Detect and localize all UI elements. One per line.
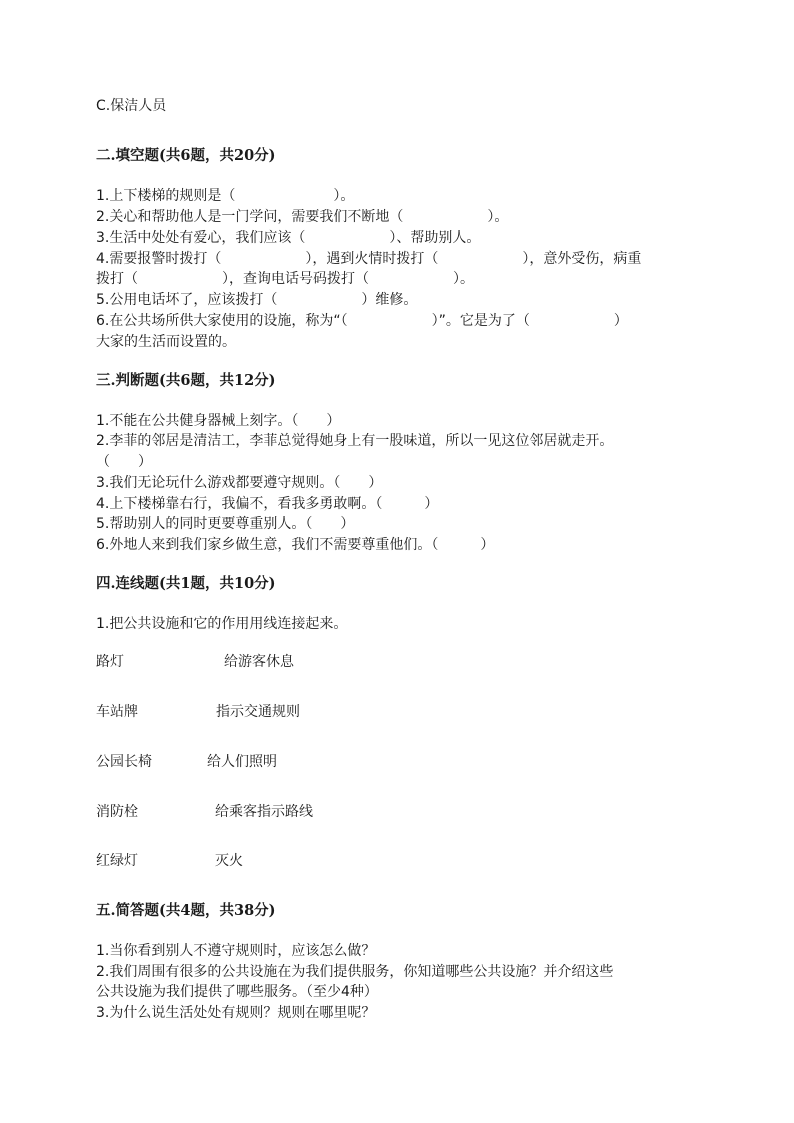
section-2-heading: 二.填空题(共6题，共20分) xyxy=(96,147,276,164)
fill-blank-q6-line1: 6.在公共场所供大家使用的设施，称为“（ ）”。它是为了（ ） xyxy=(96,313,628,329)
judge-q3: 3.我们无论玩什么游戏都要遵守规则。（ ） xyxy=(96,475,383,491)
matching-right-item: 灭火 xyxy=(215,853,243,869)
short-answer-q3: 3.为什么说生活处处有规则？规则在哪里呢？ xyxy=(96,1005,376,1021)
section-5-heading: 五.简答题(共4题，共38分) xyxy=(96,902,276,919)
judge-q6: 6.外地人来到我们家乡做生意，我们不需要尊重他们。（ ） xyxy=(96,537,495,553)
short-answer-q2-line1: 2.我们周围有很多的公共设施在为我们提供服务，你知道哪些公共设施？并介绍这些 xyxy=(96,964,614,980)
matching-left-item: 车站牌 xyxy=(96,704,138,720)
short-answer-q1: 1.当你看到别人不遵守规则时，应该怎么做？ xyxy=(96,943,376,959)
fill-blank-q5: 5.公用电话坏了，应该拨打（ ）维修。 xyxy=(96,292,418,308)
section-4-heading: 四.连线题(共1题，共10分) xyxy=(96,575,276,592)
section-3-heading: 三.判断题(共6题，共12分) xyxy=(96,372,276,389)
matching-right-item: 给人们照明 xyxy=(207,754,277,770)
matching-right-item: 指示交通规则 xyxy=(216,704,300,720)
matching-left-item: 公园长椅 xyxy=(96,754,152,770)
previous-question-option: C.保洁人员 xyxy=(96,98,167,114)
judge-q2-line2: （ ） xyxy=(96,454,152,470)
short-answer-q2-line2: 公共设施为我们提供了哪些服务。（至少4种） xyxy=(96,984,378,1000)
judge-q1: 1.不能在公共健身器械上刻字。（ ） xyxy=(96,413,341,429)
judge-q5: 5.帮助别人的同时更要尊重别人。（ ） xyxy=(96,516,355,532)
judge-q4: 4.上下楼梯靠右行，我偏不，看我多勇敢啊。（ ） xyxy=(96,496,439,512)
fill-blank-q2: 2.关心和帮助他人是一门学问，需要我们不断地（ ）。 xyxy=(96,209,509,225)
matching-left-item: 路灯 xyxy=(96,654,124,670)
matching-question: 1.把公共设施和它的作用用线连接起来。 xyxy=(96,616,348,632)
fill-blank-q4-line1: 4.需要报警时拨打（ ），遇到火情时拨打（ ），意外受伤，病重 xyxy=(96,251,642,267)
fill-blank-q3: 3.生活中处处有爱心，我们应该（ ）、帮助别人。 xyxy=(96,230,481,246)
fill-blank-q1: 1.上下楼梯的规则是（ ）。 xyxy=(96,188,355,204)
matching-right-item: 给游客休息 xyxy=(224,654,294,670)
fill-blank-q6-line2: 大家的生活而设置的。 xyxy=(96,334,236,350)
matching-right-item: 给乘客指示路线 xyxy=(215,804,313,820)
matching-left-item: 消防栓 xyxy=(96,804,138,820)
worksheet-page xyxy=(96,0,716,1123)
judge-q2-line1: 2.李菲的邻居是清洁工，李菲总觉得她身上有一股味道，所以一见这位邻居就走开。 xyxy=(96,433,614,449)
matching-left-item: 红绿灯 xyxy=(96,853,138,869)
fill-blank-q4-line2: 拨打（ ），查询电话号码拨打（ ）。 xyxy=(96,271,474,287)
